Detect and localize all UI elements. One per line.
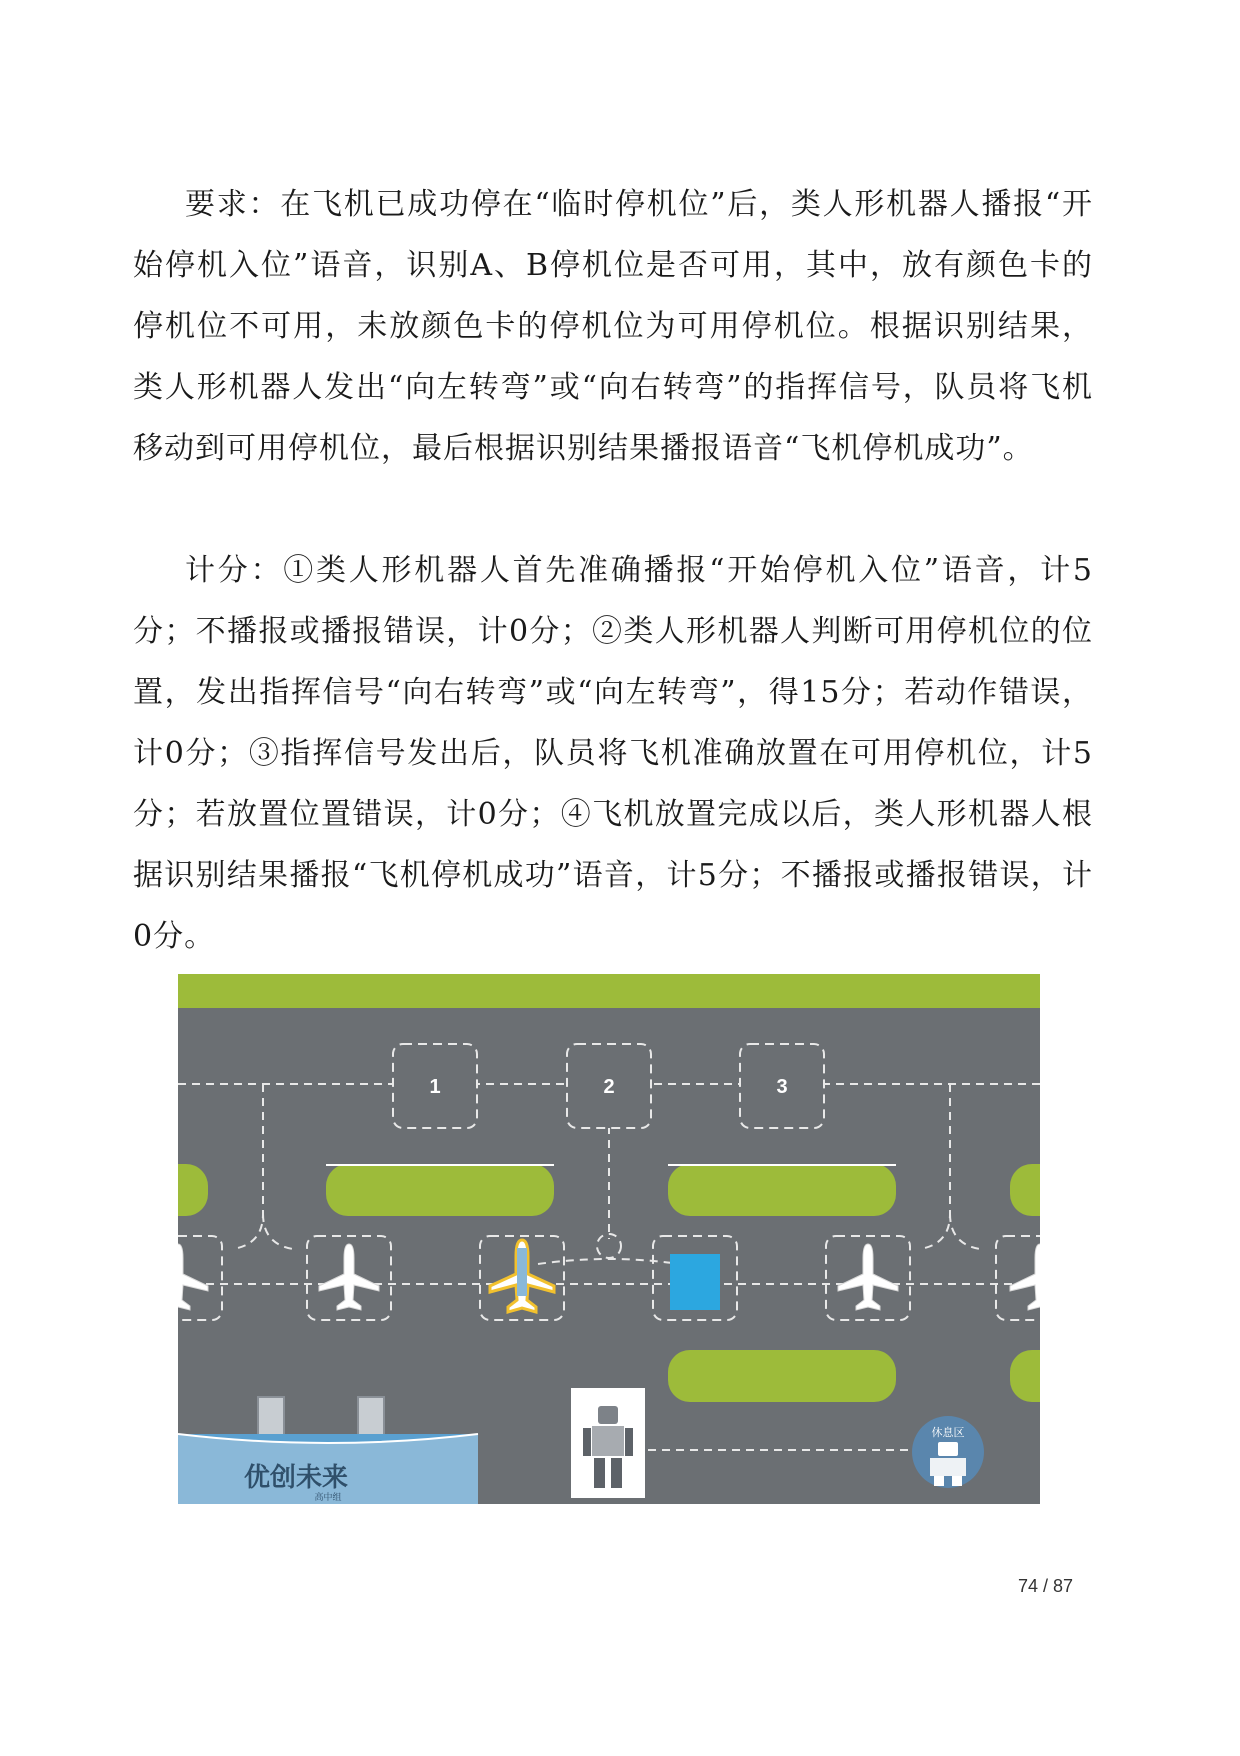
numbered-spot-2 bbox=[567, 1044, 651, 1128]
rest-area-label: 休息区 bbox=[931, 1426, 965, 1439]
numbered-spot-1 bbox=[393, 1044, 477, 1128]
spot-label-3: 3 bbox=[776, 1076, 788, 1098]
logo-subtext: 高中组 bbox=[314, 1493, 342, 1503]
spot-label-1: 1 bbox=[429, 1076, 441, 1098]
airport-parking-map bbox=[178, 974, 1040, 1504]
spot-label-2: 2 bbox=[603, 1076, 615, 1098]
top-grass-strip bbox=[178, 974, 1040, 1008]
requirement-paragraph: 要求：在飞机已成功停在“临时停机位”后，类人形机器人播报“开始停机入位”语音，识别A、B停机位是否可用，其中，放有颜色卡的停机位不可用，未放颜色卡的停机位为可用停机位。根据识别结果，类人形机器人发出“向左转弯”或“向右转弯”的指挥信号，队员将飞机移动到可用停机位，最后根据识别结果播报语音“飞机停机成功”。 bbox=[133, 187, 1093, 466]
humanoid-robot-image bbox=[571, 1388, 645, 1498]
page-number: 74 / 87 bbox=[1018, 1576, 1074, 1596]
logo-text: 优创未来 bbox=[243, 1463, 349, 1493]
numbered-spot-3 bbox=[740, 1044, 824, 1128]
rest-area-badge bbox=[912, 1416, 984, 1488]
scoring-paragraph: 计分：①类人形机器人首先准确播报“开始停机入位”语音，计5分；不播报或播报错误，计0分；②类人形机器人判断可用停机位的位置，发出指挥信号“向右转弯”或“向左转弯”，得15分；若动作错误，计0分；③指挥信号发出后，队员将飞机准确放置在可用停机位，计5分；若放置位置错误，计0分；④飞机放置完成以后，类人形机器人根据识别结果播报“飞机停机成功”语音，计5分；不播报或播报错误，计0分。 bbox=[133, 553, 1093, 954]
color-card bbox=[670, 1254, 720, 1310]
